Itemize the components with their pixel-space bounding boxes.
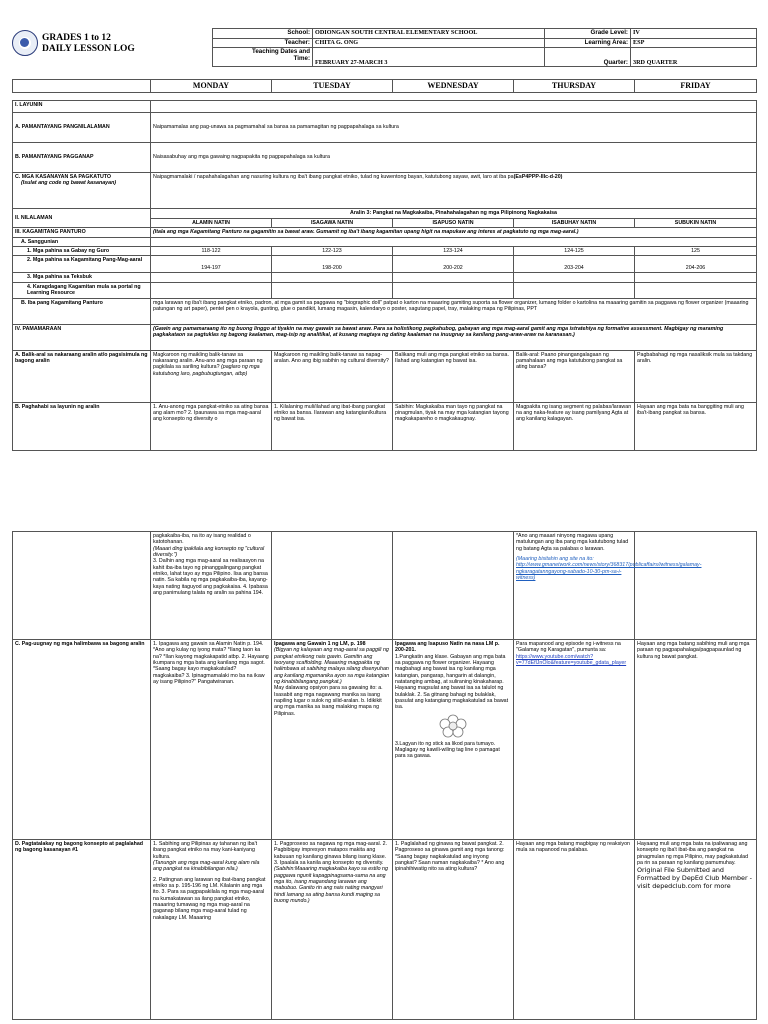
karagdagan-label: 4. Karagdagang Kagamitan mula sa portal ng Learning Resource <box>13 282 151 298</box>
gabay-mon: 118-122 <box>151 247 272 256</box>
gabay-wed: 123-124 <box>393 247 514 256</box>
quarter-value: 3RD QUARTER <box>631 48 757 67</box>
phase-isapuso: ISAPUSO NATIN <box>393 219 514 228</box>
kasanayan-text: Naipagmamalaki / napahahalagahan ang nasuring kultura ng iba't ibang pangkat etniko, tulad ng kuwentong bayan, katutubong sayaw, awit, laro at iba pa(EsP4PPP-IIIc-d-20) <box>151 173 757 209</box>
pagtatalakay-fri: Hayaang muli ang mga bata na ipaliwanag ang konsepto ng iba't ibat-iba ang pangkat na pinagmulan ng mga Pilipino, may pagkakatulad pa rin sa paraan ng kanilang pamumuhay. Original File Submitted and Formatted by DepEd Club Member - visit depedclub.com for more <box>635 840 757 1020</box>
paghahabi-thu: Magpakita ng isang segment ng palabas/larawan na ang naka-feature ay isang pamilyang Agta at ang kanilang kalagayan. <box>514 402 635 450</box>
youtube-link[interactable]: https://www.youtube.com/watch?v=77dEflJnOlo&feature=youtube_gdata_player <box>516 653 627 667</box>
pag-uugnay-thu: Para mapanood ang episode ng i-witness na "Galamay ng Karagatan", pumunta sa: https://www.youtube.com/watch?v=77dEflJnOlo&feature=youtube_gdata_player <box>514 640 635 840</box>
pang-mon: 194-197 <box>151 256 272 273</box>
area-value: ESP <box>631 38 757 48</box>
teacher-label: Teacher: <box>213 38 313 48</box>
teacher-value: CHITA G. ONG <box>313 38 545 48</box>
pang-wed: 200-202 <box>393 256 514 273</box>
page-2 <box>0 525 768 1024</box>
pagtatalakay-mon: 1. Sabihing ang Pilipinas ay tahanan ng iba't ibang pangkat etniko na may kani-kaniyang kultura. (Tanungin ang mga mag-aaral kung alam nila ang pangkat na kinabibilangan nila.) 2. Patingnan ang larawan ng ibat-ibang pangkat etniko sa p. 195-196 ng LM. Kilalanin ang mga ito. 3. Para sa pagpapakilala ng mga mag-aaral na kumakatawan sa ilang pangkat etniko, maaaring tumawag ng mga mag-aaral na gaganap bilang mga mag-aaral tulad ng nakalagay LM. Maaaring <box>151 840 272 1020</box>
phase-isabuhay: ISABUHAY NATIN <box>514 219 635 228</box>
balik-aral-mon: Magkaroon ng maikling balik-tanaw sa nakaraang aralin. Anu-ano ang mga paraan ng pagkilala sa sariling kultura? (paglaro ng mga katutubong laro, pagbubugtungan, atbp) <box>151 350 272 402</box>
days-header <box>12 79 757 93</box>
gmanetwork-link[interactable]: http://www.gmanetwork.com/news/story/368317/publicaffairs/iwitness/galamay-ngkaragatanngayong-sabado-10-30-pm-sa-i-witness) <box>516 562 702 582</box>
nilalaman-text: Aralin 3: Pangkat na Magkakaiba, Pinahahalagahan ng mga Pilipinong Nagkakaisa <box>151 209 757 219</box>
phase-alamin: ALAMIN NATIN <box>151 219 272 228</box>
paghahabi-wed: Sabihin: Magkakaiba man tayo ng pangkat na pinagmulan, tiyak na may mga katangian tayong magkakapareho o magkakaugnay. <box>393 402 514 450</box>
day-wednesday: WEDNESDAY <box>393 80 514 93</box>
pamantayang-pagganap-text: Naisasabuhay ang mga gawaing nagpapakita ng pagpapahalaga sa kultura <box>151 143 757 173</box>
day-thursday: THURSDAY <box>514 80 635 93</box>
header <box>12 28 756 73</box>
pamantayang-pagganap-label: B. PAMANTAYANG PAGGANAP <box>13 143 151 173</box>
kagamitan-label: III. KAGAMITANG PANTURO <box>13 228 151 237</box>
pamamaraan-label: IV. PAMAMARAAN <box>13 324 151 350</box>
area-label: Learning Area: <box>545 38 631 48</box>
pagtatalakay-wed: 1. Paglalahad ng ginawa ng bawat pangkat. 2. Pagproseso sa ginawa gamit ang mga tanong: *Saang bagay nagkakatulad ang inyong pangkat? Saan naman nagkakaiba? * Ano ang ipinahihiwatig nito sa ating kultura? <box>393 840 514 1020</box>
lesson-table-1 <box>12 100 757 451</box>
balik-aral-label: A. Balik-aral sa nakaraang aralin at/o pagsisimula ng bagong aralin <box>13 350 151 402</box>
page-1 <box>0 0 768 498</box>
document-title: GRADES 1 to 12 DAILY LESSON LOG <box>42 33 135 54</box>
day-friday: FRIDAY <box>635 80 757 93</box>
pamantayang-pangnilalaman-label: A. PAMANTAYANG PANGNILALAMAN <box>13 113 151 143</box>
phase-isagawa: ISAGAWA NATIN <box>272 219 393 228</box>
pamantayang-pangnilalaman-text: Naipamamalas ang pag-unawa sa pagmamahal sa bansa sa pamamagitan ng pagpapahalaga sa kultura <box>151 113 757 143</box>
continuation-thu: *Ano ang maaari ninyong magawa upang matulungan ang iba pang mga katutubong tulad ng batang Agta sa palabas o larawan. (Maaring bisitahin ang site na ito: http://www.gmanetwork.com/news/story/368317/publicaffairs/iwitness/galamay-ngkaragatanngayong-sabado-10-30-pm-sa-i-witness) <box>514 532 635 640</box>
teksbuk-label: 3. Mga pahina sa Teksbuk <box>13 273 151 282</box>
gabay-tue: 122-123 <box>272 247 393 256</box>
pamamaraan-text: (Gawin ang pamamaraang ito ng buong linggo at tiyakin na may gawain sa bawat araw. Para sa holistikong pagkahubog, gabayan ang mga mag-aaral gamit ang mga istratehiya ng formative assessment. Magbigay ng maraming pagkakataon sa pagtuklas ng bagong kaalaman, mag-isip ng analitikal, at kusang magtaya ng dating kaalaman na inuugnay sa kanilang pang-araw-araw na karanasan.) <box>151 324 757 350</box>
pag-uugnay-wed: Ipagawa ang Isapuso Natin na nasa LM p. 200-201. 1.Pangkatin ang klase. Gabayan ang mga bata sa paggawa ng flower organizer. Hayaang magbahagi ang bawat isa ng kanilang mga katangian, pangarap, hangarin at dalangin, natatanging ambag, at suliraning kinakaharap. Hayaang magsulat ang bawat isa sa talulot ng bulaklak. 2. Sa gitnang bahagi ng bulaklak, ipasulat ang katangiang magkakatulad sa bawat isa. 3.Lagyan ito ng stick sa likod para tumayo. Maglagay ng kawili-wiling tag line o pamagat para sa gawaa. <box>393 640 514 840</box>
pagtatalakay-thu: Hayaan ang mga batang magbigay ng reaksiyon mula sa napanood na palabas. <box>514 840 635 1020</box>
quarter-label: Quarter: <box>545 48 631 67</box>
pag-uugnay-mon: 1. Ipagawa ang gawain sa Alamin Natin p. 194. *Ano ang kulay ng iyong mata? *Ilang taon ka na? *Ilan kayong magkakapatid atbp. 2. Hayaang ikumpara ng mga bata ang kanilang mga sagot. *Saang bagay kayo magkakatulad? magkakaiba? 3. Ipinagmamalaki mo ba na ikaw ay isang Pilipino?" Pangatwiranan. <box>151 640 272 840</box>
sanggunian-label: A. Sanggunian <box>13 237 151 246</box>
paghahabi-mon: 1. Anu-anong mga pangkat-etniko sa ating bansa ang alam mo? 2. Ipaunawa sa mga mag-aaral ang konsepto ng diversity o <box>151 402 272 450</box>
nilalaman-label: II. NILALAMAN <box>13 209 151 228</box>
grade-value: IV <box>631 29 757 39</box>
gabay-thu: 124-125 <box>514 247 635 256</box>
paghahabi-tue: 1. Kilalaning muli/ilahad ang ibat-ibang pangkat etniko sa bansa. Ilarawan ang katangian/kultura ng bawat isa. <box>272 402 393 450</box>
day-monday: MONDAY <box>151 80 272 93</box>
pag-uugnay-tue: Ipagawa ang Gawain 1 ng LM, p. 198 (Bigyan ng kalayaan ang mag-aaral sa paggili ng pangkat etnikong nais gawin. Gamitin ang teoryang scaffolding. Maaaring magpakita ng halimbawa at sabihing malaya silang disenyuhan ang kanilang mgamanika ayon sa mga katangian ng kinabibilangang pangkat.) May dalawang opsiyon para sa gawaing ito: a. Isasabit ang mga nagawang manika sa isang napiling lugar o sulok ng silid-aralan. b. Idikikit ang mga manika sa isang malaking mapa ng Pilipinas. <box>272 640 393 840</box>
balik-aral-wed: Balikang muli ang mga pangkat etniko sa bansa. Ilahad ang katangian ng bawat isa. <box>393 350 514 402</box>
school-value: ODIONGAN SOUTH CENTRAL ELEMENTARY SCHOOL <box>313 29 545 39</box>
pang-tue: 198-200 <box>272 256 393 273</box>
dates-value: FEBRUARY 27-MARCH 3 <box>313 48 545 67</box>
balik-aral-fri: Pagbabahagi ng mga nasaliksik mula sa takdang aralin. <box>635 350 757 402</box>
page-gap <box>0 498 768 525</box>
pang-fri: 204-206 <box>635 256 757 273</box>
days-blank <box>13 80 151 93</box>
pag-uugnay-fri: Hayaan ang mga batang sabihing muli ang mga paraan ng pagpapahalaga/pagpapaunlad ng kultura ng bawat pangkat. <box>635 640 757 840</box>
pang-thu: 203-204 <box>514 256 635 273</box>
balik-aral-tue: Magkaroon ng maikling balik-tanaw sa napag-aralan. Ano ang ibig sabihin ng cultural diversity? <box>272 350 393 402</box>
gabay-label: 1. Mga pahina sa Gabay ng Guro <box>13 247 151 256</box>
pagtatalakay-label: D. Pagtatalakay ng bagong konsepto at paglalahad ng bagong kasanayan #1 <box>13 840 151 1020</box>
flower-organizer-icon <box>431 714 475 738</box>
kagamitan-text: (Itala ang mga Kagamitang Panturo na gagamitin sa bawat araw. Gumamit ng iba't ibang kagamitan upang higit na mapukaw ang interes at pagkatuto ng mga mag-aaral.) <box>151 228 757 237</box>
iba-pang-kagamitan-text: mga larawan ng iba't ibang pangkat etniko, padron, at mga gamit sa paggawa ng "biographic doll" patpat o karton na maaaring gamiting suporta sa flower organizer, lumang folder o kartolina na maaaring gamitin sa paggawa ng flower organizer (maaaring patungan ng art paper), pentel pen o krayola, gunting, glue o pandikit, lumang magasin, kalendaryo o poster, sagutang papel, tray, malaking mapa ng Pilipinas, PPT <box>151 298 757 324</box>
continuation-mon: pagkakaiba-iba, na ito ay isang realidad o katotohanan. (Maaari ding ipakilala ang konsepto ng "cultural diversity.") 3. Dalhin ang mga mag-aaral sa realisasyon na kahit iba-iba tayo ng pinanggalingang pangkat etniko, lahat tayo ay mga Pilipino. Iisa ang bansa natin. Sa kabila ng mga pagkakaiba-iba, kayang-kaya nating itaguyod ang pagkakaisa. 4. Ipabasa ang panimulang talata ng aralin sa pahina 194. <box>151 532 272 640</box>
layunin-label: I. LAYUNIN <box>13 101 151 113</box>
lesson-table-2 <box>12 531 757 1020</box>
dates-label: Teaching Dates and Time: <box>213 48 313 67</box>
day-tuesday: TUESDAY <box>272 80 393 93</box>
depedclub-note: Original File Submitted and Formatted by DepEd Club Member - visit depedclub.com for more <box>637 866 752 891</box>
pang-mag-aaral-label: 2. Mga pahina sa Kagamitang Pang-Mag-aaral <box>13 256 151 273</box>
info-table <box>212 28 757 67</box>
kasanayan-label: C. MGA KASANAYAN SA PAGKATUTO (Isulat ang code ng bawat kasanayan) <box>13 173 151 209</box>
balik-aral-thu: Balik-aral: Paano pinangangalagaan ng pamahalaan ang mga katutubong pangkat sa ating bansa? <box>514 350 635 402</box>
pagtatalakay-tue: 1. Pagproseso sa nagawa ng mga mag-aaral. 2. Pagbibigay impresyon matapos makita ang kabuuan ng kanilang ginawa bilang isang klase. 3. Ipaalala sa kanila ang konsepto ng diversity. (Sabihin:Maaaring magkakaiba kayo sa estilo ng paggawa ngunit kapagpinagsama-sama na ang mga ito, isang magandang larawan ang mabubuo. Ganito rin ang nais nating mangyari hindi lamang sa ating bansa kundi maging sa buong mundo.) <box>272 840 393 1020</box>
phase-subukin: SUBUKIN NATIN <box>635 219 757 228</box>
paghahabi-fri: Hayaan ang mga bata na banggiting muli ang iba't-ibang pangkat sa bansa. <box>635 402 757 450</box>
grade-label: Grade Level: <box>545 29 631 39</box>
gabay-fri: 125 <box>635 247 757 256</box>
school-label: School: <box>213 29 313 39</box>
deped-seal-icon <box>12 30 38 56</box>
paghahabi-label: B. Paghahabi sa layunin ng aralin <box>13 402 151 450</box>
pag-uugnay-label: C. Pag-uugnay ng mga halimbawa sa bagong aralin <box>13 640 151 840</box>
iba-pang-kagamitan-label: B. Iba pang Kagamitang Panturo <box>13 298 151 324</box>
